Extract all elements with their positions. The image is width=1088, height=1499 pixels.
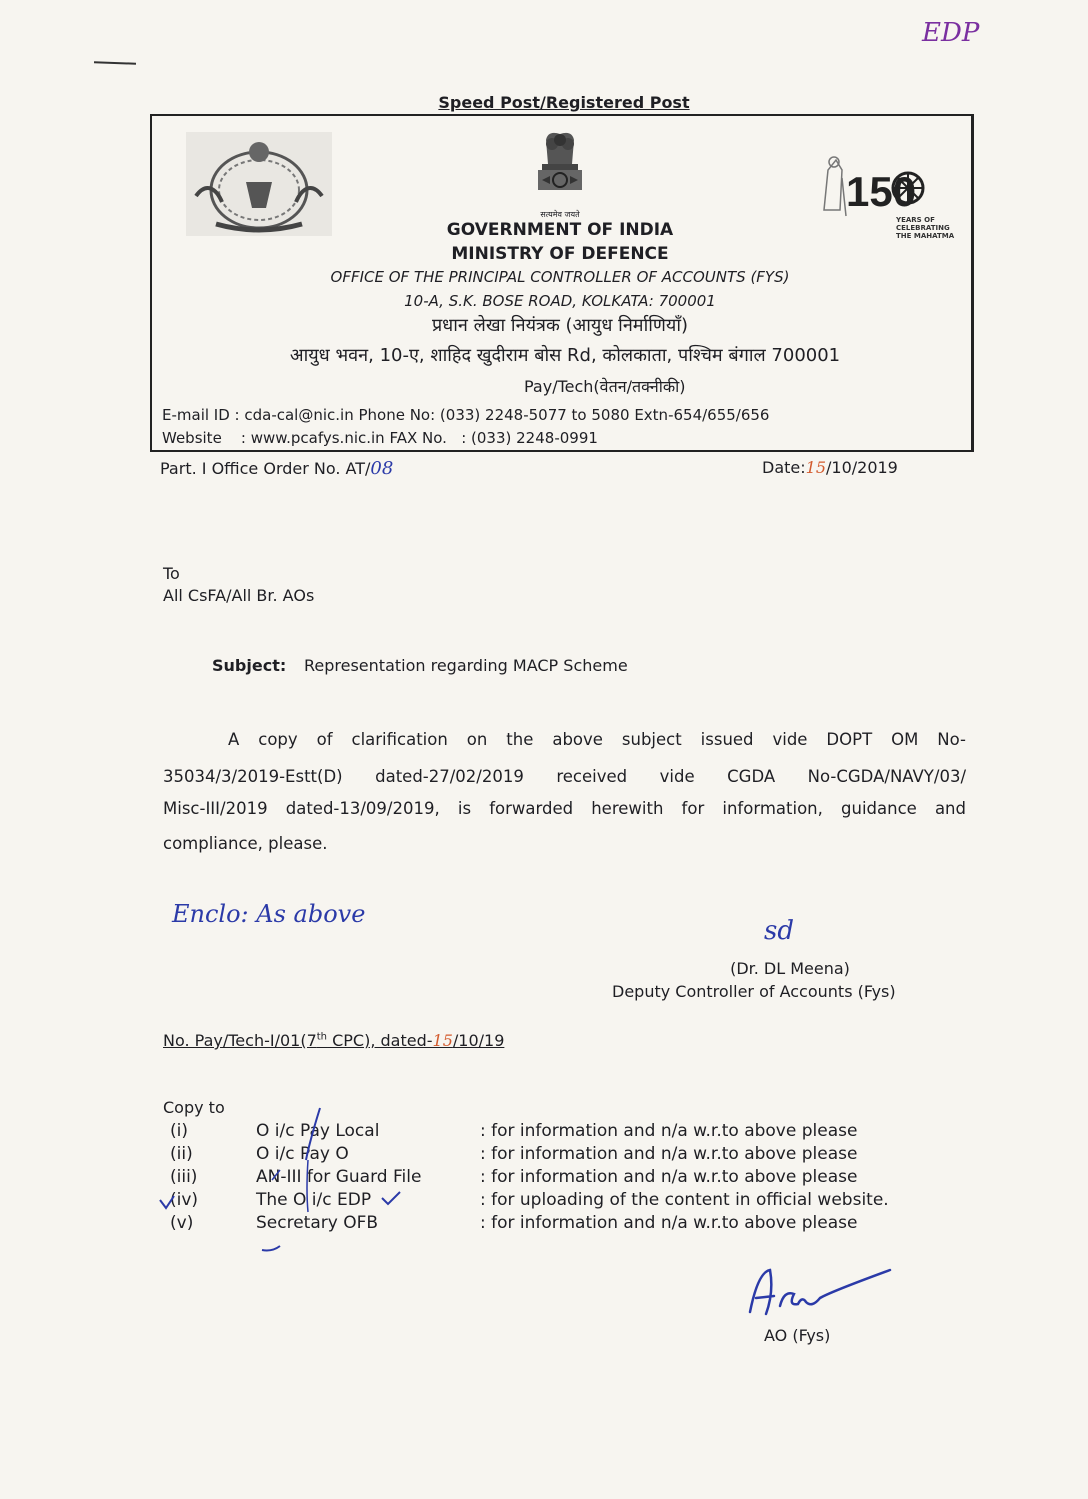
copy-to-recipient: Secretary OFB <box>256 1213 379 1233</box>
subject-label: Subject: <box>212 656 287 675</box>
margin-mark <box>94 61 136 64</box>
margin-note: EDP <box>922 18 980 48</box>
office-order-number <box>160 458 393 479</box>
subject-text: Representation regarding MACP Scheme <box>304 656 628 675</box>
reference-rest: /10/19 <box>452 1031 505 1050</box>
hindi-address: आयुध भवन, 10-ए, शाहिद खुदीराम बोस Rd, कोलकाता, पश्चिम बंगाल 700001 <box>289 345 841 366</box>
office-title: OFFICE OF THE PRINCIPAL CONTROLLER OF ACCOUNTS (FYS) <box>330 268 790 286</box>
section-label: Pay/Tech(वेतन/तक्नीकी) <box>524 377 686 396</box>
ministry-title: MINISTRY OF DEFENCE <box>451 244 669 264</box>
copy-to-label: Copy to <box>163 1098 225 1117</box>
order-label: Part. I Office Order No. AT/ <box>160 459 371 478</box>
contact-line: E-mail ID : cda-cal@nic.in Phone No: (033) 2248-5077 to 5080 Extn-654/655/656 <box>162 406 770 424</box>
sd-mark: sd <box>764 916 794 946</box>
body-line-1: A copy of clarification on the above subject issued vide DOPT OM No- <box>228 730 966 749</box>
reference-day-handwritten: 15 <box>432 1031 453 1050</box>
hindi-office-title: प्रधान लेखा नियंत्रक (आयुध निर्माणियाँ) <box>431 315 689 336</box>
logo-number: 150 <box>846 168 917 215</box>
reference-number <box>163 1031 504 1050</box>
office-address: 10-A, S.K. BOSE ROAD, KOLKATA: 700001 <box>404 292 716 310</box>
order-date <box>762 458 898 477</box>
dispatch-mode: Speed Post/Registered Post <box>438 93 690 112</box>
reference-mid: CPC), dated- <box>327 1031 433 1050</box>
copy-to-note: : for information and n/a w.r.to above please <box>480 1167 858 1187</box>
handwritten-signature <box>740 1262 900 1326</box>
final-signatory: AO (Fys) <box>764 1326 831 1345</box>
reference-prefix: No. Pay/Tech-I/01(7 <box>163 1031 317 1050</box>
body-line-3: Misc-III/2019 dated-13/09/2019, is forwarded herewith for information, guidance and <box>163 799 966 818</box>
copy-to-recipient: O i/c Pay O <box>256 1144 349 1164</box>
ordnance-crest-logo <box>186 132 332 236</box>
to-recipients: All CsFA/All Br. AOs <box>163 586 315 605</box>
website-line: Website : www.pcafys.nic.in FAX No. : (033) 2248-0991 <box>162 429 598 447</box>
reference-sup: th <box>316 1031 328 1043</box>
order-number-handwritten: 08 <box>370 458 394 479</box>
copy-to-recipient: The O i/c EDP <box>256 1190 372 1210</box>
date-handwritten: 15 <box>805 458 826 477</box>
copy-to-note: : for information and n/a w.r.to above please <box>480 1144 858 1164</box>
copy-to-num: (v) <box>170 1213 194 1233</box>
body-line-4: compliance, please. <box>163 834 328 853</box>
copy-to-num: (iv) <box>170 1190 199 1210</box>
government-title: GOVERNMENT OF INDIA <box>446 220 674 240</box>
handwritten-marks <box>160 1100 420 1260</box>
gandhi-150-logo <box>812 150 955 242</box>
copy-to-recipient: O i/c Pay Local <box>256 1121 380 1141</box>
subject-line <box>212 656 628 675</box>
signatory-name: (Dr. DL Meena) <box>730 959 850 978</box>
logo-line-2: CELEBRATING <box>896 224 950 232</box>
signatory-designation: Deputy Controller of Accounts (Fys) <box>612 982 896 1001</box>
body-line-2: 35034/3/2019-Estt(D) dated-27/02/2019 received vide CGDA No-CGDA/NAVY/03/ <box>163 767 966 786</box>
copy-to-num: (iii) <box>170 1167 198 1187</box>
emblem-motto: सत्यमेव जयते <box>540 210 580 219</box>
copy-to-note: : for information and n/a w.r.to above please <box>480 1121 858 1141</box>
logo-line-1: YEARS OF <box>896 216 935 224</box>
date-rest: /10/2019 <box>826 458 898 477</box>
copy-to-note: : for information and n/a w.r.to above please <box>480 1213 858 1233</box>
national-emblem-icon <box>528 130 592 210</box>
copy-to-num: (i) <box>170 1121 188 1141</box>
copy-to-recipient: AN-III for Guard File <box>256 1167 422 1187</box>
logo-line-3: THE MAHATMA <box>896 232 955 240</box>
enclosure-note: Enclo: As above <box>172 900 366 928</box>
to-label: To <box>163 564 180 583</box>
copy-to-num: (ii) <box>170 1144 193 1164</box>
date-label: Date: <box>762 458 806 477</box>
copy-to-note: : for uploading of the content in official website. <box>480 1190 889 1210</box>
